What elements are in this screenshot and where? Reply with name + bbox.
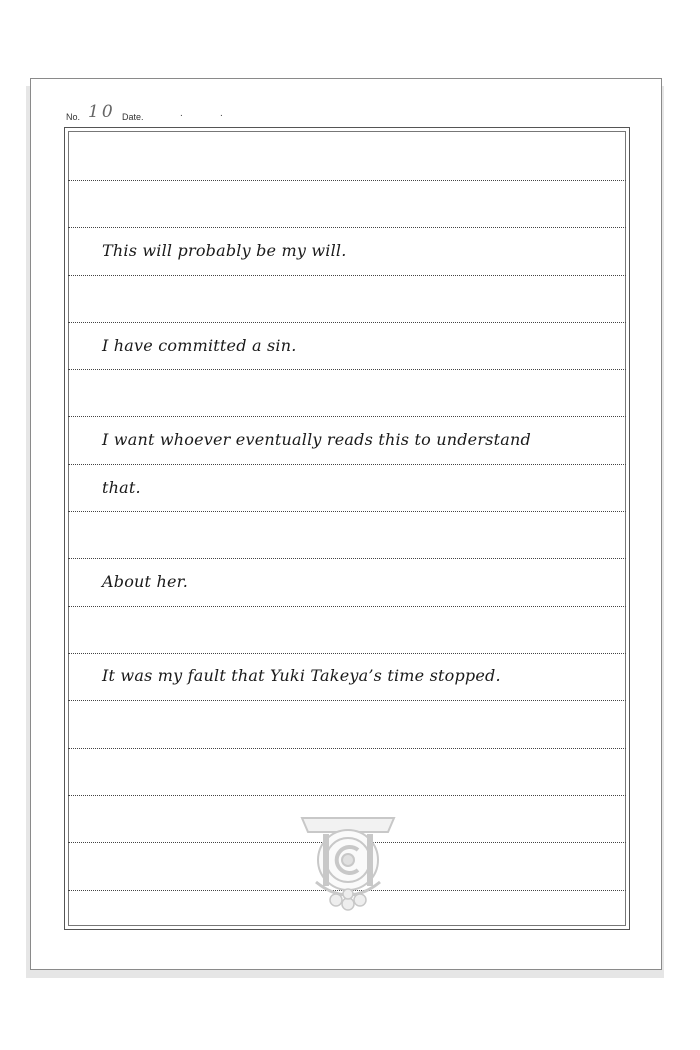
handwritten-line-4: that. bbox=[102, 478, 141, 497]
date-label: Date. bbox=[122, 112, 144, 122]
ruled-line bbox=[68, 416, 626, 417]
date-separator-2: . bbox=[220, 108, 223, 119]
ruled-line bbox=[68, 180, 626, 181]
date-separator-1: . bbox=[180, 108, 183, 119]
school-emblem-icon bbox=[296, 812, 400, 912]
handwritten-line-3: I want whoever eventually reads this to understand bbox=[102, 430, 531, 449]
handwritten-line-2: I have committed a sin. bbox=[102, 336, 297, 355]
ruled-line bbox=[68, 653, 626, 654]
ruled-line bbox=[68, 700, 626, 701]
handwritten-line-1: This will probably be my will. bbox=[102, 241, 347, 260]
ruled-line bbox=[68, 558, 626, 559]
ruled-line bbox=[68, 227, 626, 228]
ruled-line bbox=[68, 511, 626, 512]
ruled-line bbox=[68, 275, 626, 276]
number-label: No. bbox=[66, 112, 81, 122]
ruled-line bbox=[68, 795, 626, 796]
ruled-line bbox=[68, 369, 626, 370]
handwritten-line-5: About her. bbox=[102, 572, 188, 591]
ruled-line bbox=[68, 322, 626, 323]
ruled-line bbox=[68, 464, 626, 465]
ruled-line bbox=[68, 606, 626, 607]
page-number: 10 bbox=[88, 102, 116, 122]
handwritten-line-6: It was my fault that Yuki Takeya’s time stopped. bbox=[102, 666, 501, 685]
ruled-line bbox=[68, 748, 626, 749]
